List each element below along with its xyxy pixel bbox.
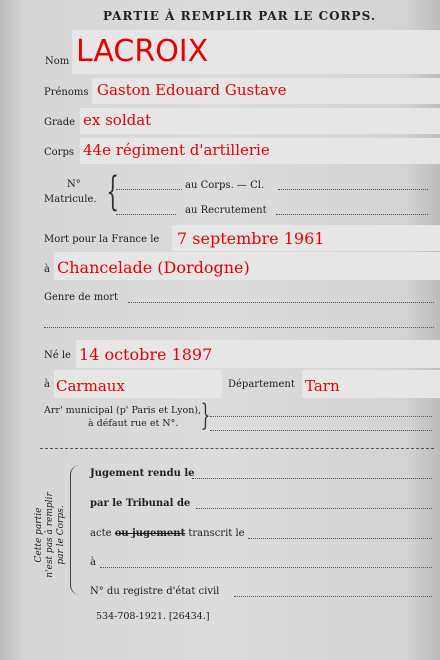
classe-dots <box>278 189 428 190</box>
side-note-line-3: par le Corps. <box>56 505 66 565</box>
departement-label: Département <box>228 379 295 390</box>
corps-label: Corps <box>44 147 74 158</box>
genre-mort-label: Genre de mort <box>44 292 119 303</box>
departement-value: Tarn <box>305 377 340 395</box>
lieu-naissance-label: à <box>44 379 50 390</box>
side-note-line-2: n'est pas à remplir <box>45 492 55 578</box>
lieu-naissance-value: Carmaux <box>56 377 125 395</box>
registre-dots <box>234 596 432 597</box>
genre-mort-dots-2 <box>44 327 434 328</box>
acte-prefix: acte <box>90 528 112 539</box>
matricule-recrutement-dots <box>116 214 176 215</box>
side-note-line-1: Cette partie <box>34 507 44 563</box>
arrondissement-dots-2 <box>210 430 432 431</box>
nom-label: Nom <box>45 56 70 67</box>
a-label: à <box>90 557 96 568</box>
grade-value: ex soldat <box>83 111 152 129</box>
section-separator <box>40 448 434 449</box>
matricule-no-label: N° <box>67 179 81 190</box>
matricule-brace: { <box>106 169 120 215</box>
arrondissement-label-line2: à défaut rue et N°. <box>88 418 179 429</box>
acte-line <box>90 528 245 539</box>
acte-suffix: transcrit le <box>188 528 245 539</box>
recrutement-dots <box>276 214 428 215</box>
acte-dots <box>248 538 432 539</box>
side-note-brace <box>70 465 81 595</box>
matricule-label: Matricule. <box>44 194 97 205</box>
arrondissement-label-line1: Arr' municipal (p' Paris et Lyon), <box>44 405 202 416</box>
au-corps-label: au Corps. — Cl. <box>185 180 265 191</box>
tribunal-dots <box>196 508 432 509</box>
arrondissement-brace: } <box>200 398 211 433</box>
a-dots <box>100 567 432 568</box>
jugement-rendu-label: Jugement rendu le <box>90 468 195 479</box>
nom-value: LACROIX <box>76 34 209 69</box>
acte-struck: ou jugement <box>114 528 186 539</box>
genre-mort-dots <box>128 302 434 303</box>
ne-le-label: Né le <box>44 350 71 361</box>
lieu-mort-value: Chancelade (Dordogne) <box>57 258 250 277</box>
matricule-corps-dots <box>116 189 182 190</box>
prenoms-label: Prénoms <box>44 87 89 98</box>
corps-value: 44e régiment d'artillerie <box>83 141 270 159</box>
tribunal-label: par le Tribunal de <box>90 498 191 509</box>
print-reference: 534-708-1921. [26434.] <box>96 611 210 622</box>
jugement-rendu-dots <box>192 478 432 479</box>
registre-label: N° du registre d'état civil <box>90 586 220 597</box>
arrondissement-dots <box>210 416 432 417</box>
form-header-title: PARTIE À REMPLIR PAR LE CORPS. <box>103 9 376 23</box>
side-note <box>34 480 67 590</box>
mort-value: 7 septembre 1961 <box>177 229 325 248</box>
au-recrutement-label: au Recrutement <box>185 205 267 216</box>
lieu-mort-label: à <box>44 264 50 275</box>
prenoms-value: Gaston Edouard Gustave <box>97 81 287 99</box>
ne-le-value: 14 octobre 1897 <box>79 345 213 364</box>
grade-label: Grade <box>44 117 76 128</box>
mort-label: Mort pour la France le <box>44 234 160 245</box>
